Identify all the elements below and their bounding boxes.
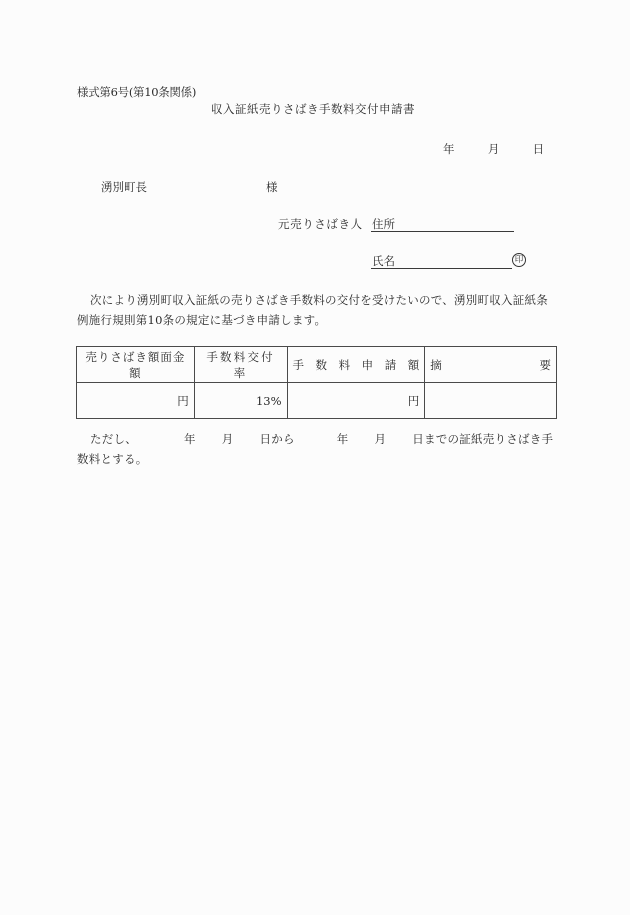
proviso-prefix: ただし、 [90, 432, 137, 446]
date-year-label: 年 [443, 142, 455, 156]
form-number: 様式第6号(第10条関係) [77, 85, 197, 99]
proviso-to-month: 月 [374, 432, 387, 446]
proviso-to-year: 年 [336, 432, 349, 446]
applicant-role-label: 元売りさばき人 [278, 217, 363, 231]
address-field[interactable] [371, 216, 514, 232]
rate-cell: 13% [194, 383, 287, 419]
table-row [77, 383, 557, 419]
seal-icon: 印 [512, 253, 526, 267]
proviso-to-day: 日までの証紙売りさばき手数料とする。 [77, 432, 554, 466]
date-month-label: 月 [487, 142, 500, 156]
fee-amount-cell[interactable]: 円 [287, 383, 425, 419]
proviso-from-year: 年 [184, 432, 196, 446]
name-field[interactable] [371, 253, 512, 269]
remarks-cell[interactable] [425, 383, 557, 419]
addressee-honorific: 様 [266, 180, 278, 194]
header-remarks: 摘 要 [425, 347, 557, 383]
face-value-cell[interactable]: 円 [77, 383, 195, 419]
addressee-name: 湧別町長 [101, 180, 147, 194]
proviso-from-month: 月 [221, 432, 234, 446]
header-fee-amount: 手 数 料 申 請 額 [287, 347, 425, 383]
address-label: 住所 [372, 217, 395, 231]
header-rate: 手数料交付率 [194, 347, 287, 383]
name-label: 氏名 [372, 254, 395, 268]
application-statement [77, 290, 557, 330]
document-title: 収入証紙売りさばき手数料交付申請書 [211, 102, 415, 116]
table-header-row [77, 347, 557, 383]
fee-table [76, 346, 557, 419]
header-face-value: 売りさばき額面金額 [77, 347, 195, 383]
date-day-label: 日 [532, 142, 545, 156]
proviso-from-day: 日から [259, 432, 295, 446]
application-statement-text: 次により湧別町収入証紙の売りさばき手数料の交付を受けたいので、湧別町収入証紙条例施行規則第10条の規定に基づき申請します。 [77, 293, 549, 327]
proviso-statement [77, 429, 557, 469]
application-date [443, 141, 544, 157]
